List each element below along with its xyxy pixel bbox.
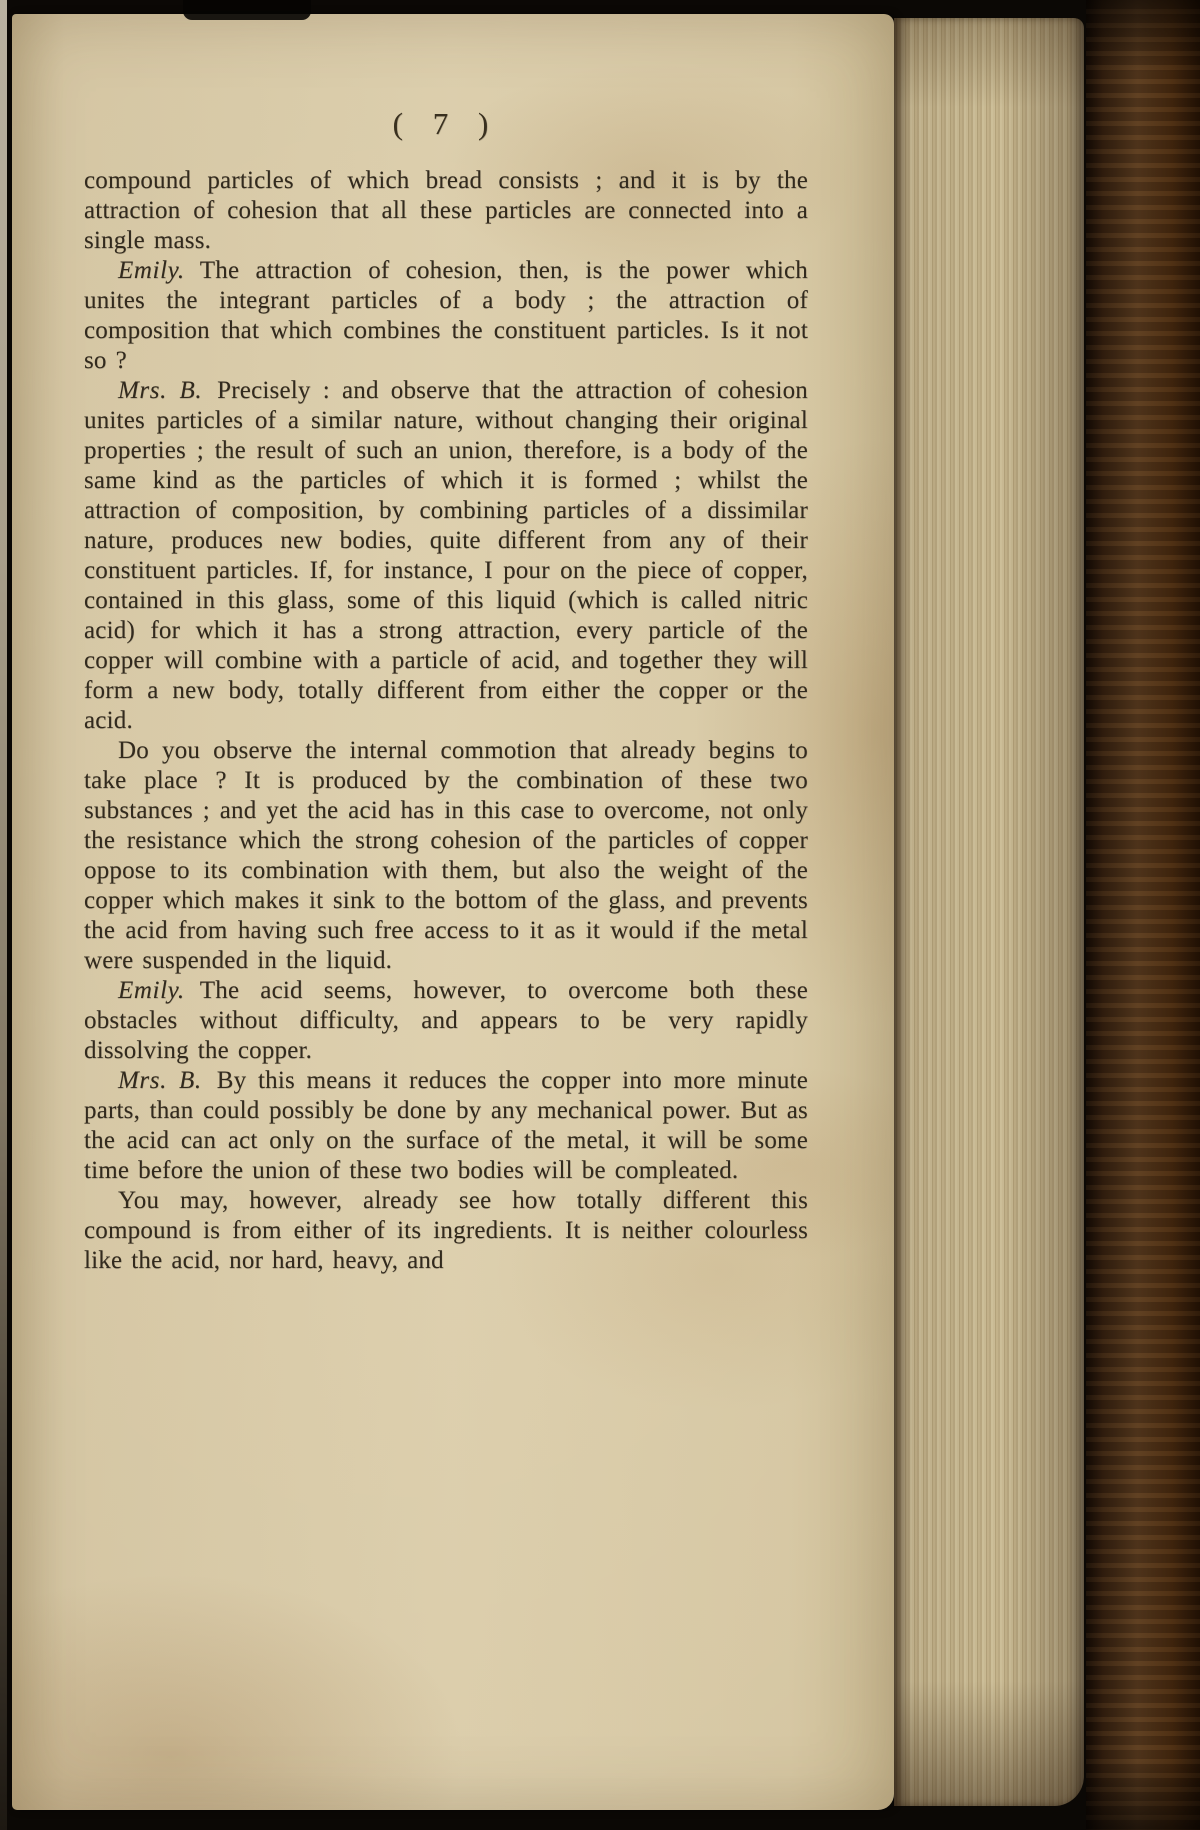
book-page	[12, 14, 894, 1810]
speaker-name: Emily.	[118, 977, 185, 1004]
paragraph-text: The acid seems, however, to overcome both these obstacles without difficulty, and appears to be very rapidly dissolving the copper.	[84, 977, 808, 1064]
page-body	[84, 166, 808, 1276]
speaker-name: Mrs. B.	[118, 1067, 202, 1094]
speaker-name: Emily.	[118, 257, 185, 284]
paragraph	[84, 1066, 808, 1186]
speaker-name: Mrs. B.	[118, 377, 203, 404]
paragraph-text: Do you observe the internal commotion that already begins to take place ? It is produced by the combination of these two substances ; and yet the acid has in this case to overcome, not only the resistance which the strong cohesion of the particles of copper oppose to its combination with them, but also the weight of the copper which makes it sink to the bottom of the glass, and prevents the acid from having such free access to it as it would if the metal were suspended in the liquid.	[84, 737, 808, 974]
paragraph-text: Precisely : and observe that the attraction of cohesion unites particles of a similar nature, without changing their original properties ; the result of such an union, therefore, is a body of the same kind as the particles of which it is formed ; whilst the attraction of composition, by combining particles of a dissimilar nature, produces new bodies, quite different from any of their constituent particles. If, for instance, I pour on the piece of copper, contained in this glass, some of this liquid (which is called nitric acid) for which it has a strong attraction, every particle of the copper will combine with a particle of acid, and together they will form a new body, totally different from either the copper or the acid.	[84, 377, 808, 734]
paragraph-text: You may, however, already see how totally different this compound is from either of its ingredients. It is neither colourless like the acid, nor hard, heavy, and	[84, 1187, 808, 1274]
book-page-edges	[894, 18, 1084, 1806]
scanner-notch	[183, 0, 311, 20]
paragraph	[84, 736, 808, 976]
paragraph	[84, 256, 808, 376]
paragraph-text: compound particles of which bread consists ; and it is by the attraction of cohesion that all these particles are connected into a single mass.	[84, 167, 808, 254]
scan-edge-highlight	[0, 0, 7, 1830]
paragraph	[84, 1186, 808, 1276]
paragraph	[84, 376, 808, 736]
page-number: ( 7 )	[392, 106, 500, 141]
paragraph	[84, 166, 808, 256]
book-spine-binding	[1086, 0, 1200, 1830]
paragraph-text: By this means it reduces the copper into more minute parts, than could possibly be done by any mechanical power. But as the acid can act only on the surface of the metal, it will be some time before the union of these two bodies will be compleated.	[84, 1067, 808, 1184]
paragraph-text: The attraction of cohesion, then, is the power which unites the integrant particles of a body ; the attraction of composition that which combines the constituent particles. Is it not so ?	[84, 257, 808, 374]
page-text-area	[84, 14, 808, 1810]
paragraph	[84, 976, 808, 1066]
